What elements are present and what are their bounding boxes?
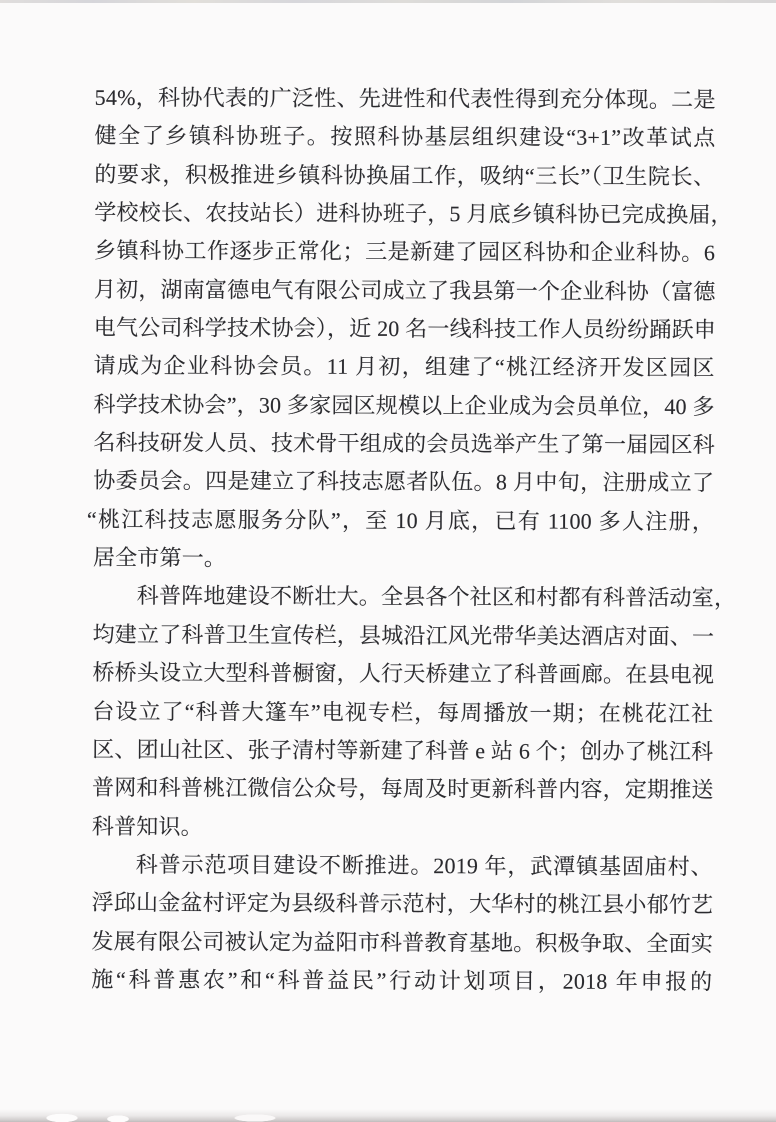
text-line: 乡镇科协工作逐步正常化；三是新建了园区科协和企业科协。6 bbox=[94, 238, 716, 266]
document-text-block bbox=[86, 79, 737, 1002]
text-line: 健全了乡镇科协班子。按照科协基层组织建设“3+1”改革试点 bbox=[94, 123, 716, 151]
text-line: 名科技研发人员、技术骨干组成的会员选举产生了第一届园区科 bbox=[93, 429, 716, 458]
scan-top-edge-artifact bbox=[0, 0, 776, 3]
text-line: “桃江科技志愿服务分队”，至 10 月底，已有 1100 多人注册， bbox=[86, 506, 715, 534]
text-line: 桥桥头设立大型科普橱窗，人行天桥建立了科普画廊。在县电视 bbox=[92, 659, 715, 688]
text-line: 科学技术协会”，30 多家园区规模以上企业成为会员单位，40 多 bbox=[93, 391, 715, 419]
text-line: 均建立了科普卫生宣传栏，县城沿江风光带华美达酒店对面、一 bbox=[92, 621, 715, 650]
text-line: 居全市第一。 bbox=[92, 544, 227, 571]
text-line: 请成为企业科协会员。11 月初，组建了“桃江经济开发区园区 bbox=[93, 353, 715, 381]
text-line: 区、团山社区、张子清村等新建了科普 e 站 6 个；创办了桃江科 bbox=[92, 736, 714, 765]
text-line: 科普示范项目建设不断推进。2019 年，武潭镇基固庙村、 bbox=[135, 851, 713, 880]
text-line: 电气公司科学技术协会），近 20 名一线科技工作人员纷纷踊跃申 bbox=[93, 314, 717, 343]
text-line: 浮邱山金盆村评定为县级科普示范村，大华村的桃江县小郁竹艺 bbox=[91, 890, 714, 918]
text-line: 施“科普惠农”和“科普益民”行动计划项目，2018 年申报的 bbox=[91, 966, 713, 995]
text-line: 台设立了“科普大篷车”电视专栏，每周播放一期；在桃花江社 bbox=[92, 698, 714, 726]
text-line: 的要求，积极推进乡镇科协换届工作，吸纳“三长”（卫生院长、 bbox=[94, 161, 716, 189]
text-line: 科普阵地建设不断壮大。全县各个社区和村都有科普活动室， bbox=[136, 583, 737, 611]
text-line: 月初，湖南富德电气有限公司成立了我县第一个企业科协（富德 bbox=[93, 276, 716, 304]
text-line: 学校校长、农技站长）进科协班子，5 月底乡镇科协已完成换届， bbox=[94, 199, 733, 228]
scan-bottom-edge-artifact bbox=[0, 1109, 776, 1122]
text-line: 普网和科普桃江微信公众号，每周及时更新科普内容，定期推送 bbox=[91, 774, 714, 803]
text-line: 科普知识。 bbox=[91, 813, 203, 839]
text-line: 发展有限公司被认定为益阳市科普教育基地。积极争取、全面实 bbox=[91, 928, 714, 956]
text-line: 54%，科协代表的广泛性、先进性和代表性得到充分体现。二是 bbox=[94, 84, 716, 113]
text-line: 协委员会。四是建立了科技志愿者队伍。8 月中旬，注册成立了 bbox=[93, 468, 715, 496]
